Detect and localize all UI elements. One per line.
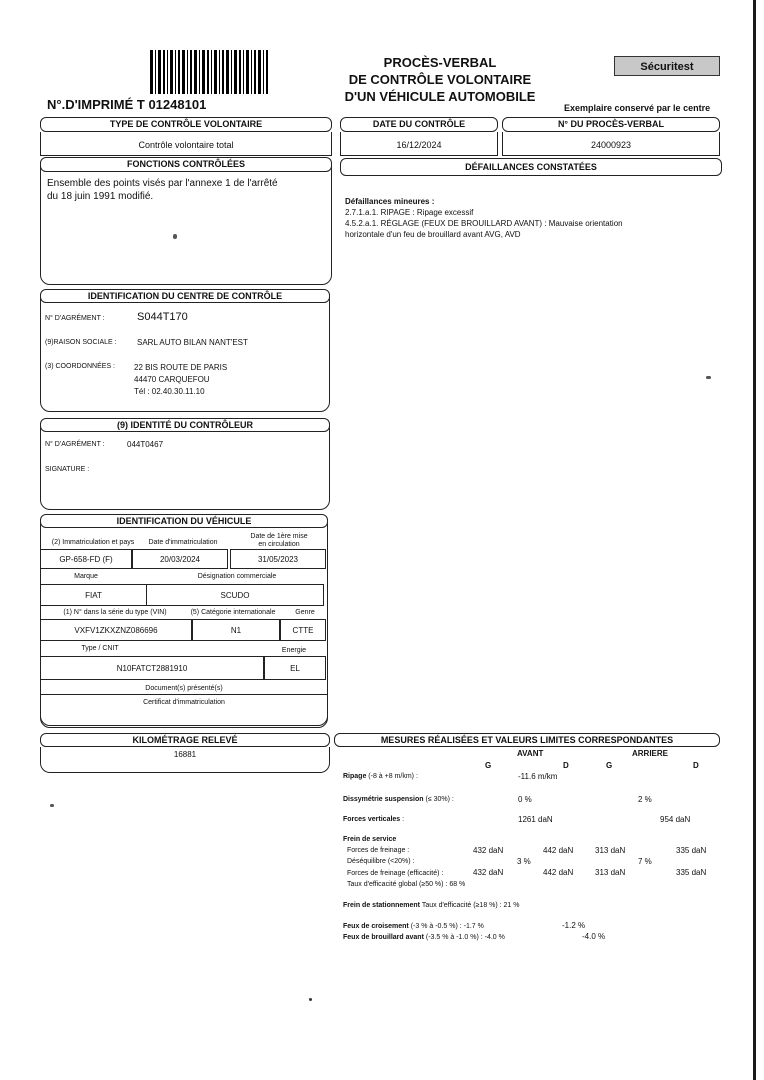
croisement-row	[343, 923, 484, 930]
croisement-right: -1.2 %	[562, 921, 586, 930]
designation-label: Désignation commerciale	[197, 573, 277, 580]
cnit-value: N10FATCT2881910	[40, 656, 264, 680]
ffe-rd: 335 daN	[676, 868, 707, 877]
forces-v-row: Forces verticales :	[343, 816, 405, 823]
defect-item-1: 2.7.1.a.1. RIPAGE : Ripage excessif	[345, 208, 474, 217]
vin-label: (1) N° dans la série du type (VIN)	[63, 609, 167, 616]
center-raison-value: SARL AUTO BILAN NANT'EST	[137, 338, 248, 347]
center-coord-line-3: Tél : 02.40.30.11.10	[134, 387, 205, 396]
functions-text-2: du 18 juin 1991 modifié.	[47, 191, 154, 202]
ffe-label: Forces de freinage (efficacité) :	[347, 870, 444, 877]
copy-note: Exemplaire conservé par le centre	[564, 103, 711, 113]
forces-v-label: Forces verticales	[343, 816, 401, 823]
designation-value: SCUDO	[146, 584, 324, 606]
avant-d: D	[563, 761, 569, 770]
ff-rg: 313 daN	[595, 846, 626, 855]
ripage-value: -11.6 m/km	[518, 772, 558, 781]
croisement-range: (-3 % à -0.5 %) : -1.7 %	[410, 923, 484, 930]
genre-label: Genre	[295, 609, 315, 616]
pv-number-value: 24000923	[502, 132, 720, 156]
ripage-row	[343, 773, 418, 780]
ff-rd: 335 daN	[676, 846, 707, 855]
first-circ-label-1: Date de 1ère mise	[250, 533, 308, 540]
date-immat-label: Date d'immatriculation	[148, 539, 218, 546]
arriere-d: D	[693, 761, 699, 770]
categorie-label: (5) Catégorie internationale	[190, 609, 276, 616]
center-raison-label: (9)RAISON SOCIALE :	[45, 339, 117, 346]
barcode	[150, 50, 268, 94]
ff-ad: 442 daN	[543, 846, 574, 855]
deseq-label: Déséquilibre (<20%) :	[347, 858, 415, 865]
brouillard-label: Feux de brouillard avant	[343, 934, 424, 941]
brouillard-range: (-3.5 % à -1.0 %) : -4.0 %	[425, 934, 505, 941]
scan-speck	[173, 234, 177, 239]
title-line-1: PROCÈS-VERBAL	[383, 55, 497, 70]
defects-header: DÉFAILLANCES CONSTATÉES	[340, 158, 722, 176]
title-line-3: D'UN VÉHICULE AUTOMOBILE	[344, 89, 536, 104]
dissym-row	[343, 796, 454, 803]
title-line-2: DE CONTRÔLE VOLONTAIRE	[348, 72, 532, 87]
scan-speck	[706, 376, 711, 379]
defect-item-2b: horizontale d'un feu de brouillard avant AVG, AVD	[345, 230, 521, 239]
docs-value: Certificat d'immatriculation	[40, 694, 328, 726]
scan-speck	[309, 998, 312, 1001]
ffe-rg: 313 daN	[595, 868, 626, 877]
arriere-g: G	[606, 761, 613, 770]
frein-service-label: Frein de service	[343, 836, 397, 843]
dissym-front: 0 %	[518, 795, 532, 804]
categorie-value: N1	[192, 619, 280, 641]
taux-global: Taux d'efficacité global (≥50 %) : 68 %	[347, 881, 466, 888]
center-coord-label: (3) COORDONNÉES :	[45, 363, 116, 370]
forces-v-front: 1261 daN	[518, 815, 553, 824]
energie-value: EL	[264, 656, 326, 680]
controller-agrement-value: 044T0467	[127, 440, 164, 449]
deseq-front: 3 %	[517, 857, 531, 866]
date-immat-value: 20/03/2024	[132, 549, 228, 569]
page-edge-line	[753, 0, 756, 1080]
center-coord-line-1: 22 BIS ROUTE DE PARIS	[134, 363, 228, 372]
control-type-value: Contrôle volontaire total	[40, 132, 332, 156]
dissym-label: Dissymétrie suspension	[343, 796, 424, 803]
genre-value: CTTE	[280, 619, 326, 641]
defects-minor-title: Défaillances mineures :	[345, 197, 435, 206]
brouillard-right: -4.0 %	[582, 932, 606, 941]
forces-v-rear: 954 daN	[660, 815, 691, 824]
vehicle-header: IDENTIFICATION DU VÉHICULE	[40, 514, 328, 528]
controller-agrement-label: N° D'AGRÉMENT :	[45, 441, 105, 448]
energie-label: Energie	[281, 647, 307, 654]
vin-value: VXFV1ZKXZNZ086696	[40, 619, 192, 641]
avant-label: AVANT	[517, 749, 544, 758]
controller-header: (9) IDENTITÉ DU CONTRÔLEUR	[40, 418, 330, 432]
cnit-label: Type / CNIT	[81, 645, 119, 652]
ffe-ag: 432 daN	[473, 868, 504, 877]
first-circ-value: 31/05/2023	[230, 549, 326, 569]
immat-label: (2) Immatriculation et pays	[51, 539, 135, 546]
docs-label: Document(s) présenté(s)	[145, 685, 223, 692]
functions-box	[40, 157, 332, 285]
pv-number-header: N° DU PROCÈS-VERBAL	[502, 117, 720, 132]
center-coord-line-2: 44470 CARQUEFOU	[134, 375, 210, 384]
functions-text-1: Ensemble des points visés par l'annexe 1 de l'arrêté	[47, 178, 278, 189]
ff-label: Forces de freinage :	[347, 847, 410, 854]
center-agrement-label: N° D'AGRÉMENT :	[45, 315, 105, 322]
scan-speck	[50, 804, 54, 807]
avant-g: G	[485, 761, 492, 770]
printed-number: N°.D'IMPRIMÉ T 01248101	[47, 97, 207, 112]
ripage-label: Ripage	[343, 773, 367, 780]
brouillard-row	[343, 934, 505, 941]
ripage-range: (-8 à +8 m/km) :	[368, 773, 418, 780]
center-header: IDENTIFICATION DU CENTRE DE CONTRÔLE	[40, 289, 330, 303]
stationnement-value: Taux d'efficacité (≥18 %) : 21 %	[421, 902, 520, 909]
marque-label: Marque	[74, 573, 98, 580]
control-date-header: DATE DU CONTRÔLE	[340, 117, 498, 132]
center-agrement-value: S044T170	[137, 311, 188, 323]
brand-badge: Sécuritest	[614, 56, 720, 76]
croisement-label: Feux de croisement	[343, 923, 409, 930]
immat-value: GP-658-FD (F)	[40, 549, 132, 569]
defect-item-2a: 4.5.2.a.1. RÉGLAGE (FEUX DE BROUILLARD AVANT) : Mauvaise orientation	[345, 219, 623, 228]
first-circ-label-2: en circulation	[258, 541, 300, 548]
stationnement-label: Frein de stationnement	[343, 902, 421, 909]
signature-label: SIGNATURE :	[45, 466, 90, 473]
control-type-header: TYPE DE CONTRÔLE VOLONTAIRE	[40, 117, 332, 132]
marque-value: FIAT	[40, 584, 146, 606]
ff-ag: 432 daN	[473, 846, 504, 855]
arriere-label: ARRIERE	[632, 749, 669, 758]
stationnement-row	[343, 902, 520, 909]
mileage-header: KILOMÉTRAGE RELEVÉ	[40, 733, 330, 747]
dissym-rear: 2 %	[638, 795, 652, 804]
ffe-ad: 442 daN	[543, 868, 574, 877]
mileage-value: 16881	[40, 747, 330, 773]
functions-header: FONCTIONS CONTRÔLÉES	[40, 157, 332, 172]
deseq-rear: 7 %	[638, 857, 652, 866]
control-date-value: 16/12/2024	[340, 132, 498, 156]
measures-header: MESURES RÉALISÉES ET VALEURS LIMITES CORRESPONDANTES	[334, 733, 720, 747]
dissym-range: (≤ 30%) :	[425, 796, 454, 803]
